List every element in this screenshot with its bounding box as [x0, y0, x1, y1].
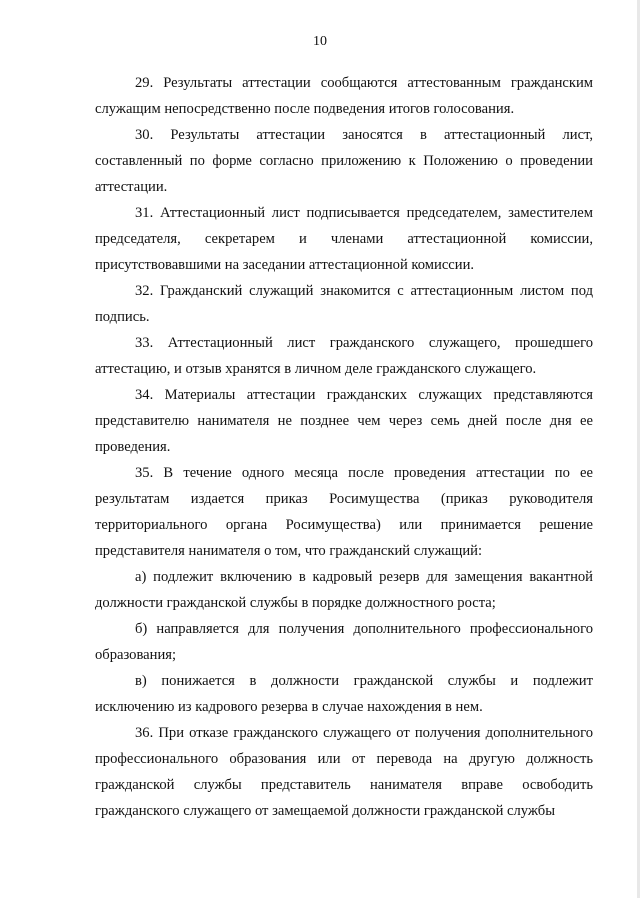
paragraph-35-item-a: а) подлежит включению в кадровый резерв для замещения вакантной должности гражданской службы в порядке должностного роста; [95, 569, 593, 611]
paragraph-35: 35. В течение одного месяца после проведения аттестации по ее результатам издается приказ Росимущества (приказ руководителя территориального органа Росимущества) или принимается решение представителя нанимателя о том, что гражданский служащий: [95, 465, 593, 559]
paragraph-31: 31. Аттестационный лист подписывается председателем, заместителем председателя, секретарем и членами аттестационной комиссии, присутствовавшими на заседании аттестационной комиссии. [95, 205, 593, 273]
paragraph-36: 36. При отказе гражданского служащего от получения дополнительного профессионального образования или от перевода на другую должность гражданской службы представитель нанимателя вправе освободить гражданского служащего от замещаемой должности гражданской службы [95, 725, 593, 819]
paragraph-34: 34. Материалы аттестации гражданских служащих представляются представителю нанимателя не позднее чем через семь дней после дня ее проведения. [95, 387, 593, 455]
paragraph-35-item-b: б) направляется для получения дополнительного профессионального образования; [95, 621, 593, 663]
paragraph-30: 30. Результаты аттестации заносятся в аттестационный лист, составленный по форме согласно приложению к Положению о проведении аттестации. [95, 127, 593, 195]
page-number: 10 [313, 34, 327, 49]
paragraph-33: 33. Аттестационный лист гражданского служащего, прошедшего аттестацию, и отзыв хранятся в личном деле гражданского служащего. [95, 335, 593, 377]
document-body [95, 70, 593, 824]
paragraph-29: 29. Результаты аттестации сообщаются аттестованным гражданским служащим непосредственно после подведения итогов голосования. [95, 75, 593, 117]
paragraph-35-item-v: в) понижается в должности гражданской службы и подлежит исключению из кадрового резерва в случае нахождения в нем. [95, 673, 593, 715]
paragraph-32: 32. Гражданский служащий знакомится с аттестационным листом под подпись. [95, 283, 593, 325]
